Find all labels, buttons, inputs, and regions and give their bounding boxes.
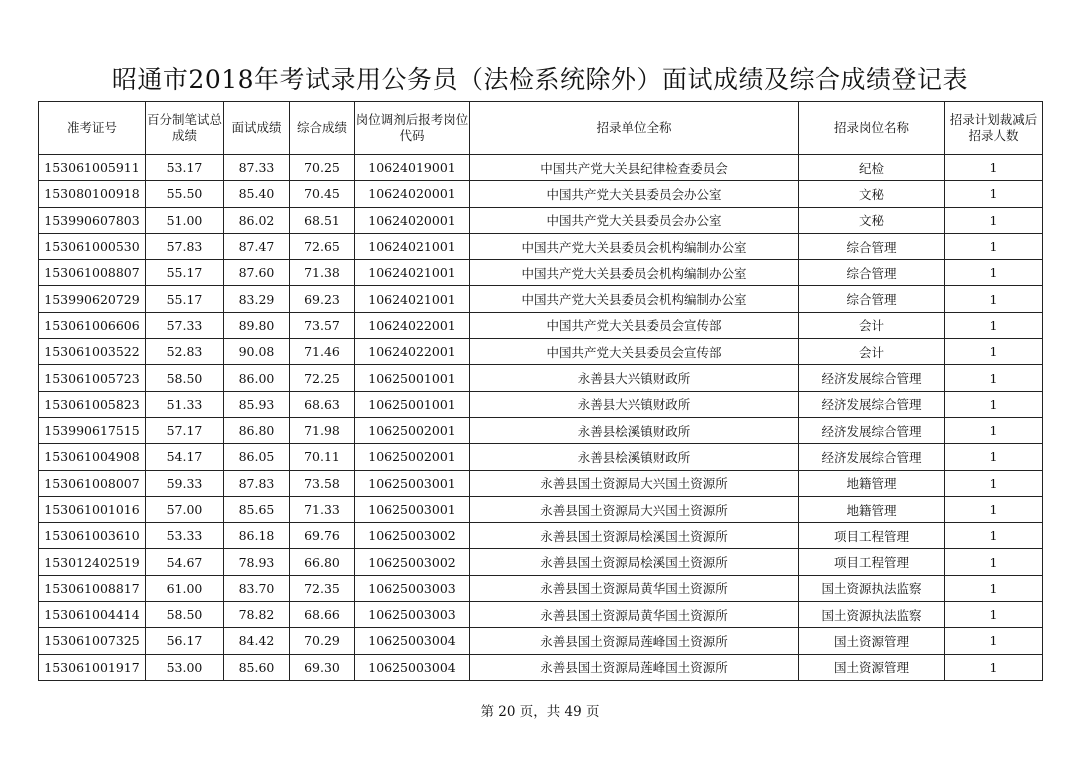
exam-number-cell: 153061006606 (39, 312, 146, 338)
exam-number-cell: 153061001016 (39, 496, 146, 522)
position-name-cell: 文秘 (799, 181, 945, 207)
hire-count-cell: 1 (945, 654, 1043, 680)
position-name-cell: 文秘 (799, 207, 945, 233)
position-code-cell: 10624019001 (355, 155, 470, 181)
unit-name-cell: 永善县大兴镇财政所 (470, 391, 799, 417)
position-name-cell: 地籍管理 (799, 470, 945, 496)
position-name-cell: 纪检 (799, 155, 945, 181)
position-code-cell: 10625003001 (355, 496, 470, 522)
exam-number-cell: 153061004414 (39, 602, 146, 628)
composite-score-cell: 70.45 (290, 181, 355, 207)
written-score-cell: 51.33 (146, 391, 224, 417)
exam-number-cell: 153061004908 (39, 444, 146, 470)
composite-score-cell: 66.80 (290, 549, 355, 575)
interview-score-cell: 83.29 (224, 286, 290, 312)
position-name-cell: 经济发展综合管理 (799, 391, 945, 417)
hire-count-cell: 1 (945, 444, 1043, 470)
table-row (39, 339, 1043, 365)
position-name-cell: 项目工程管理 (799, 549, 945, 575)
position-name-cell: 会计 (799, 312, 945, 338)
position-code-cell: 10625002001 (355, 444, 470, 470)
interview-score-cell: 86.05 (224, 444, 290, 470)
interview-score-cell: 87.60 (224, 260, 290, 286)
unit-name-cell: 永善县国土资源局大兴国土资源所 (470, 496, 799, 522)
interview-score-cell: 83.70 (224, 575, 290, 601)
table-row (39, 523, 1043, 549)
position-name-cell: 项目工程管理 (799, 523, 945, 549)
written-score-cell: 53.17 (146, 155, 224, 181)
position-code-cell: 10625003004 (355, 654, 470, 680)
position-name-cell: 经济发展综合管理 (799, 444, 945, 470)
composite-score-cell: 73.58 (290, 470, 355, 496)
exam-number-cell: 153061008817 (39, 575, 146, 601)
header-unit-name: 招录单位全称 (470, 102, 799, 155)
position-code-cell: 10625003002 (355, 523, 470, 549)
table-row (39, 391, 1043, 417)
position-code-cell: 10625003004 (355, 628, 470, 654)
written-score-cell: 54.17 (146, 444, 224, 470)
composite-score-cell: 68.63 (290, 391, 355, 417)
position-code-cell: 10625003002 (355, 549, 470, 575)
header-position-name: 招录岗位名称 (799, 102, 945, 155)
unit-name-cell: 永善县国土资源局莲峰国土资源所 (470, 628, 799, 654)
table-row (39, 496, 1043, 522)
table-row (39, 155, 1043, 181)
hire-count-cell: 1 (945, 417, 1043, 443)
table-header-row (39, 102, 1043, 155)
unit-name-cell: 永善县国土资源局黄华国土资源所 (470, 602, 799, 628)
position-code-cell: 10625001001 (355, 365, 470, 391)
position-name-cell: 国土资源执法监察 (799, 575, 945, 601)
unit-name-cell: 永善县国土资源局黄华国土资源所 (470, 575, 799, 601)
unit-name-cell: 中国共产党大关县委员会宣传部 (470, 339, 799, 365)
written-score-cell: 53.00 (146, 654, 224, 680)
table-row (39, 233, 1043, 259)
exam-number-cell: 153061005823 (39, 391, 146, 417)
written-score-cell: 58.50 (146, 365, 224, 391)
hire-count-cell: 1 (945, 602, 1043, 628)
position-code-cell: 10624022001 (355, 312, 470, 338)
page-number: 第 20 页，共 49 页 (480, 704, 600, 720)
interview-score-cell: 78.93 (224, 549, 290, 575)
composite-score-cell: 71.33 (290, 496, 355, 522)
position-code-cell: 10624022001 (355, 339, 470, 365)
composite-score-cell: 73.57 (290, 312, 355, 338)
written-score-cell: 53.33 (146, 523, 224, 549)
written-score-cell: 57.17 (146, 417, 224, 443)
interview-score-cell: 86.00 (224, 365, 290, 391)
interview-score-cell: 86.02 (224, 207, 290, 233)
position-name-cell: 地籍管理 (799, 496, 945, 522)
hire-count-cell: 1 (945, 365, 1043, 391)
composite-score-cell: 71.46 (290, 339, 355, 365)
position-name-cell: 经济发展综合管理 (799, 365, 945, 391)
exam-number-cell: 153061001917 (39, 654, 146, 680)
hire-count-cell: 1 (945, 181, 1043, 207)
exam-number-cell: 153061003610 (39, 523, 146, 549)
exam-number-cell: 153061005723 (39, 365, 146, 391)
written-score-cell: 61.00 (146, 575, 224, 601)
exam-number-cell: 153061005911 (39, 155, 146, 181)
position-name-cell: 国土资源管理 (799, 628, 945, 654)
interview-score-cell: 85.93 (224, 391, 290, 417)
composite-score-cell: 68.51 (290, 207, 355, 233)
composite-score-cell: 69.23 (290, 286, 355, 312)
table-row (39, 628, 1043, 654)
written-score-cell: 55.17 (146, 260, 224, 286)
exam-number-cell: 153061008807 (39, 260, 146, 286)
exam-number-cell: 153061008007 (39, 470, 146, 496)
hire-count-cell: 1 (945, 260, 1043, 286)
written-score-cell: 57.83 (146, 233, 224, 259)
position-code-cell: 10625002001 (355, 417, 470, 443)
hire-count-cell: 1 (945, 523, 1043, 549)
hire-count-cell: 1 (945, 233, 1043, 259)
unit-name-cell: 中国共产党大关县委员会机构编制办公室 (470, 260, 799, 286)
position-code-cell: 10625003003 (355, 575, 470, 601)
hire-count-cell: 1 (945, 391, 1043, 417)
interview-score-cell: 90.08 (224, 339, 290, 365)
table-row (39, 470, 1043, 496)
interview-score-cell: 85.40 (224, 181, 290, 207)
composite-score-cell: 69.76 (290, 523, 355, 549)
header-written-score: 百分制笔试总成绩 (146, 102, 224, 155)
unit-name-cell: 中国共产党大关县委员会办公室 (470, 207, 799, 233)
interview-score-cell: 87.83 (224, 470, 290, 496)
interview-score-cell: 87.33 (224, 155, 290, 181)
position-name-cell: 综合管理 (799, 260, 945, 286)
exam-number-cell: 153061003522 (39, 339, 146, 365)
composite-score-cell: 72.35 (290, 575, 355, 601)
position-code-cell: 10624020001 (355, 181, 470, 207)
table-row (39, 417, 1043, 443)
composite-score-cell: 70.11 (290, 444, 355, 470)
written-score-cell: 51.00 (146, 207, 224, 233)
position-name-cell: 经济发展综合管理 (799, 417, 945, 443)
table-row (39, 444, 1043, 470)
written-score-cell: 57.00 (146, 496, 224, 522)
position-name-cell: 综合管理 (799, 233, 945, 259)
exam-number-cell: 153080100918 (39, 181, 146, 207)
table-row (39, 260, 1043, 286)
exam-number-cell: 153012402519 (39, 549, 146, 575)
interview-score-cell: 86.80 (224, 417, 290, 443)
composite-score-cell: 68.66 (290, 602, 355, 628)
composite-score-cell: 70.29 (290, 628, 355, 654)
written-score-cell: 54.67 (146, 549, 224, 575)
written-score-cell: 56.17 (146, 628, 224, 654)
page-title: 昭通市2018年考试录用公务员（法检系统除外）面试成绩及综合成绩登记表 (111, 65, 969, 94)
header-hire-count: 招录计划裁减后招录人数 (945, 102, 1043, 155)
hire-count-cell: 1 (945, 575, 1043, 601)
header-exam-number: 准考证号 (39, 102, 146, 155)
hire-count-cell: 1 (945, 470, 1043, 496)
interview-score-cell: 89.80 (224, 312, 290, 338)
table-row (39, 365, 1043, 391)
composite-score-cell: 70.25 (290, 155, 355, 181)
hire-count-cell: 1 (945, 496, 1043, 522)
exam-number-cell: 153061000530 (39, 233, 146, 259)
table-row (39, 602, 1043, 628)
written-score-cell: 57.33 (146, 312, 224, 338)
exam-number-cell: 153990607803 (39, 207, 146, 233)
unit-name-cell: 永善县桧溪镇财政所 (470, 444, 799, 470)
table-row (39, 549, 1043, 575)
position-name-cell: 国土资源执法监察 (799, 602, 945, 628)
table-row (39, 181, 1043, 207)
table-body (39, 155, 1043, 681)
composite-score-cell: 72.65 (290, 233, 355, 259)
written-score-cell: 59.33 (146, 470, 224, 496)
table-row (39, 654, 1043, 680)
hire-count-cell: 1 (945, 207, 1043, 233)
position-code-cell: 10624021001 (355, 233, 470, 259)
written-score-cell: 55.17 (146, 286, 224, 312)
table-row (39, 575, 1043, 601)
score-register-table (38, 101, 1043, 681)
header-interview-score: 面试成绩 (224, 102, 290, 155)
unit-name-cell: 中国共产党大关县委员会机构编制办公室 (470, 233, 799, 259)
interview-score-cell: 87.47 (224, 233, 290, 259)
position-name-cell: 国土资源管理 (799, 654, 945, 680)
header-position-code: 岗位调剂后报考岗位代码 (355, 102, 470, 155)
position-code-cell: 10625003003 (355, 602, 470, 628)
unit-name-cell: 永善县国土资源局桧溪国土资源所 (470, 549, 799, 575)
composite-score-cell: 71.98 (290, 417, 355, 443)
interview-score-cell: 85.65 (224, 496, 290, 522)
composite-score-cell: 72.25 (290, 365, 355, 391)
hire-count-cell: 1 (945, 549, 1043, 575)
unit-name-cell: 永善县国土资源局莲峰国土资源所 (470, 654, 799, 680)
unit-name-cell: 永善县桧溪镇财政所 (470, 417, 799, 443)
composite-score-cell: 71.38 (290, 260, 355, 286)
composite-score-cell: 69.30 (290, 654, 355, 680)
unit-name-cell: 永善县国土资源局桧溪国土资源所 (470, 523, 799, 549)
written-score-cell: 52.83 (146, 339, 224, 365)
interview-score-cell: 84.42 (224, 628, 290, 654)
interview-score-cell: 86.18 (224, 523, 290, 549)
exam-number-cell: 153061007325 (39, 628, 146, 654)
unit-name-cell: 中国共产党大关县纪律检查委员会 (470, 155, 799, 181)
unit-name-cell: 中国共产党大关县委员会机构编制办公室 (470, 286, 799, 312)
position-code-cell: 10625001001 (355, 391, 470, 417)
position-code-cell: 10624020001 (355, 207, 470, 233)
hire-count-cell: 1 (945, 628, 1043, 654)
position-code-cell: 10625003001 (355, 470, 470, 496)
position-code-cell: 10624021001 (355, 286, 470, 312)
unit-name-cell: 永善县大兴镇财政所 (470, 365, 799, 391)
interview-score-cell: 78.82 (224, 602, 290, 628)
header-composite-score: 综合成绩 (290, 102, 355, 155)
table-row (39, 207, 1043, 233)
position-name-cell: 综合管理 (799, 286, 945, 312)
hire-count-cell: 1 (945, 155, 1043, 181)
hire-count-cell: 1 (945, 286, 1043, 312)
written-score-cell: 55.50 (146, 181, 224, 207)
position-name-cell: 会计 (799, 339, 945, 365)
unit-name-cell: 中国共产党大关县委员会宣传部 (470, 312, 799, 338)
hire-count-cell: 1 (945, 339, 1043, 365)
hire-count-cell: 1 (945, 312, 1043, 338)
unit-name-cell: 永善县国土资源局大兴国土资源所 (470, 470, 799, 496)
position-code-cell: 10624021001 (355, 260, 470, 286)
written-score-cell: 58.50 (146, 602, 224, 628)
table-row (39, 312, 1043, 338)
interview-score-cell: 85.60 (224, 654, 290, 680)
exam-number-cell: 153990620729 (39, 286, 146, 312)
unit-name-cell: 中国共产党大关县委员会办公室 (470, 181, 799, 207)
exam-number-cell: 153990617515 (39, 417, 146, 443)
table-row (39, 286, 1043, 312)
